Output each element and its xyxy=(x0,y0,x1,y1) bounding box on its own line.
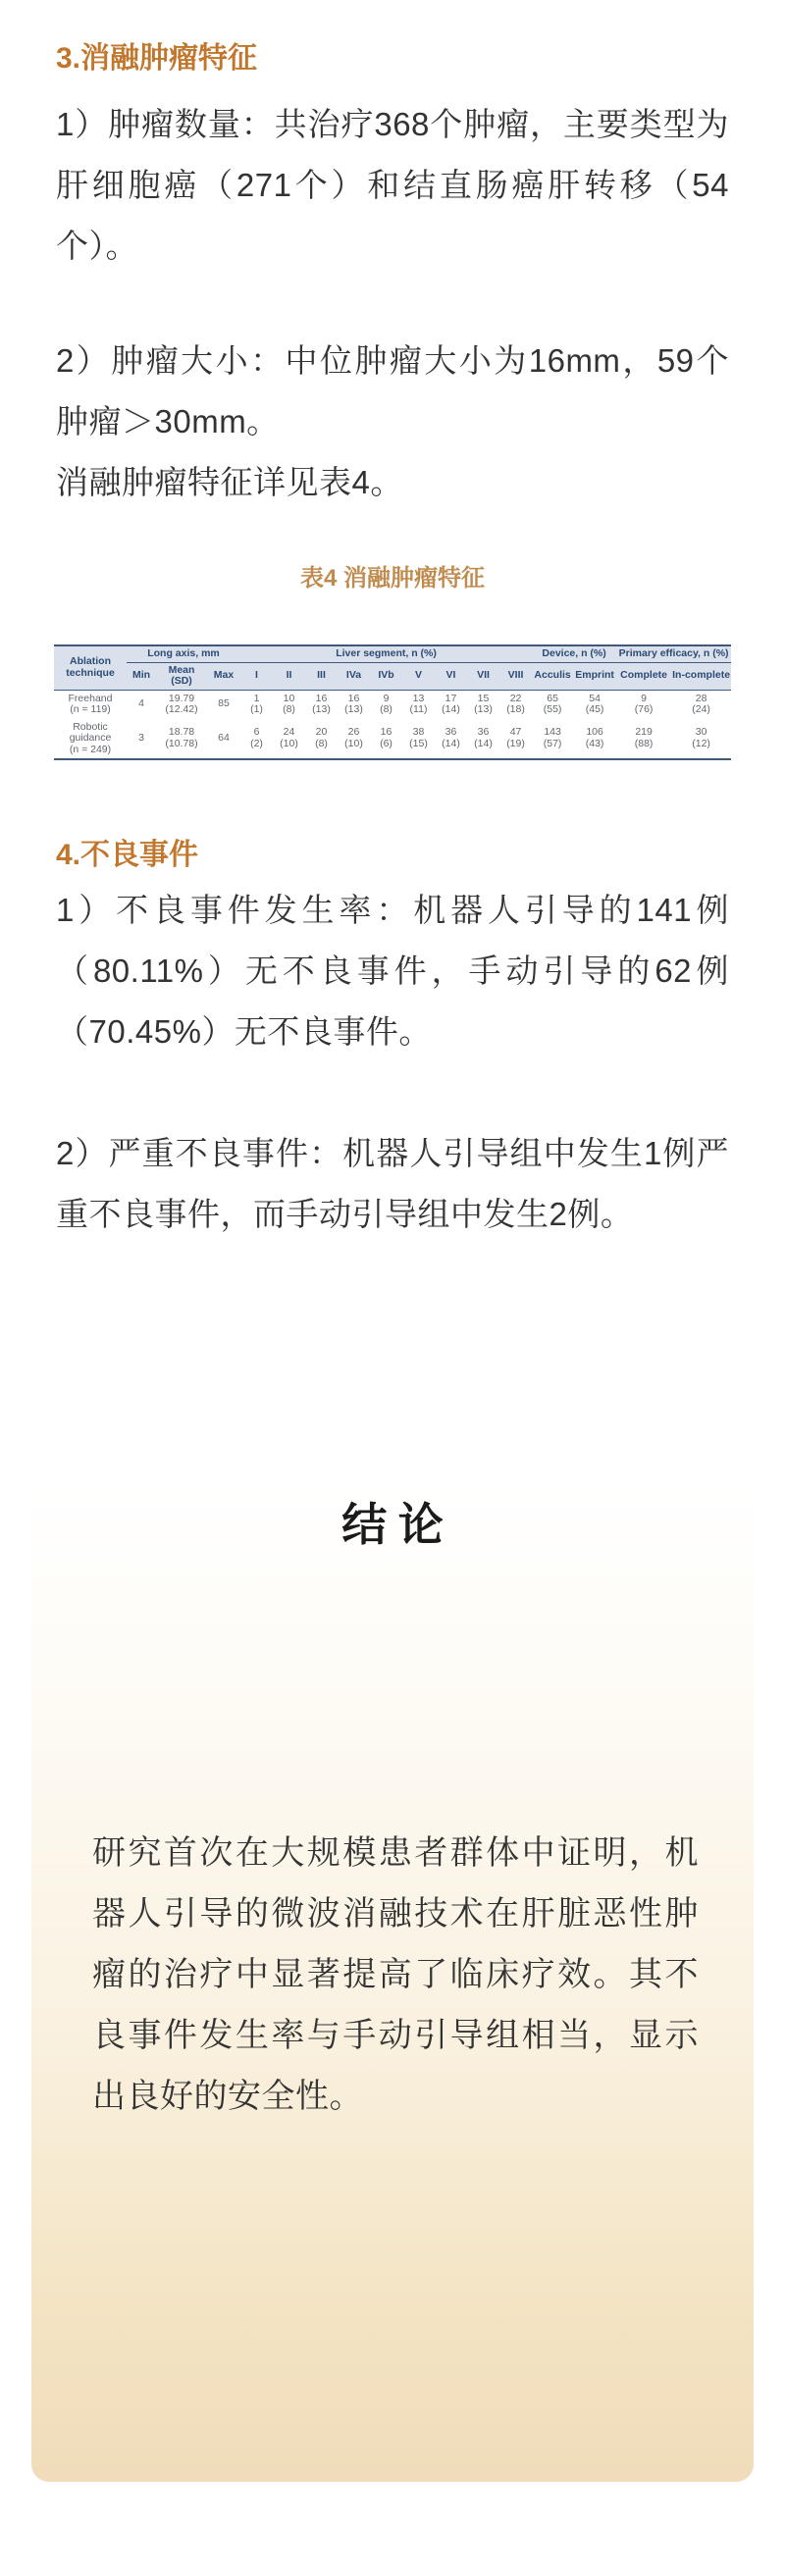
table-cell xyxy=(402,719,435,760)
cell-value: 18.78 xyxy=(168,726,195,739)
table-sub-header-row xyxy=(54,662,731,690)
conclusion-paragraph: 研究首次在大规模患者群体中证明，机器人引导的微波消融技术在肝脏恶性肿瘤的治疗中显著提高了临床疗效。其不良事件发生率与手动引导组相当，显示出良好的安全性。 xyxy=(92,1834,699,2115)
table-cell xyxy=(273,690,305,719)
table-cell xyxy=(467,719,499,760)
cell-value: 36 xyxy=(477,726,490,739)
paragraph-adverse-event-rate: 1）不良事件发生率：机器人引导的141例（80.11%）无不良事件，手动引导的62例（70.45%）无不良事件。 xyxy=(56,892,729,1050)
cell-pct: (13) xyxy=(344,703,363,715)
cell-pct: (55) xyxy=(543,703,562,715)
cell-pct: (14) xyxy=(442,737,460,749)
table-cell xyxy=(207,719,240,760)
table-cell xyxy=(499,690,532,719)
cell-pct: (11) xyxy=(409,703,428,715)
cell-pct: (14) xyxy=(442,703,460,715)
table-cell xyxy=(338,719,370,760)
cell-value: 85 xyxy=(218,697,230,710)
paragraph-tumor-size: 2）肿瘤大小：中位肿瘤大小为16mm，59个肿瘤＞30mm。 xyxy=(56,342,729,439)
table-cell xyxy=(370,719,402,760)
table-cell xyxy=(616,690,671,719)
col-header-seg-III: III xyxy=(305,662,338,690)
col-header-seg-IVa: IVa xyxy=(338,662,370,690)
cell-value: 219 xyxy=(635,726,653,739)
col-group-long-axis: Long axis, mm xyxy=(127,645,240,662)
cell-value: 54 xyxy=(589,692,601,704)
table-group-header-row xyxy=(54,645,731,662)
table-cell xyxy=(671,719,731,760)
col-header-acculis: Acculis xyxy=(532,662,573,690)
cell-pct: (45) xyxy=(585,703,604,715)
row-label-n: (n = 119) xyxy=(70,703,111,715)
cell-value: 16 xyxy=(380,726,392,739)
cell-value: 28 xyxy=(695,692,707,704)
cell-pct: (1) xyxy=(250,703,263,715)
cell-pct: (24) xyxy=(692,703,710,715)
table-cell xyxy=(240,719,273,760)
cell-value: 16 xyxy=(315,692,328,704)
cell-value: 64 xyxy=(218,732,230,744)
cell-pct: (18) xyxy=(506,703,525,715)
table-row-freehand xyxy=(54,690,731,719)
cell-value: 106 xyxy=(586,726,603,739)
col-group-liver-segment: Liver segment, n (%) xyxy=(240,645,532,662)
cell-pct: (15) xyxy=(409,737,428,749)
conclusion-panel xyxy=(31,1483,754,2482)
cell-pct: (88) xyxy=(634,737,654,749)
cell-pct: (12) xyxy=(692,737,710,749)
row-label-text: Robotic guidance xyxy=(69,720,112,744)
article-content xyxy=(0,44,785,1245)
table-cell xyxy=(370,690,402,719)
row-label-freehand xyxy=(54,690,127,719)
cell-pct: (13) xyxy=(312,703,331,715)
table4-ablated-tumor-characteristics xyxy=(54,644,731,760)
cell-value: 38 xyxy=(412,726,425,739)
table-cell xyxy=(127,690,156,719)
cell-value: 47 xyxy=(509,726,522,739)
paragraph-serious-adverse-events: 2）严重不良事件：机器人引导组中发生1例严重不良事件，而手动引导组中发生2例。 xyxy=(56,1135,729,1232)
cell-pct: (10) xyxy=(344,737,363,749)
cell-pct: (57) xyxy=(543,737,562,749)
cell-value: 3 xyxy=(138,732,144,744)
cell-pct: (19) xyxy=(506,737,525,749)
cell-pct: (8) xyxy=(380,703,392,715)
col-header-complete: Complete xyxy=(616,662,671,690)
cell-value: 30 xyxy=(695,726,707,739)
cell-pct: (10.78) xyxy=(165,737,198,749)
table-cell xyxy=(532,719,573,760)
table-cell xyxy=(573,690,616,719)
row-label-robotic xyxy=(54,719,127,760)
table-cell xyxy=(616,719,671,760)
col-header-mean-sd: Mean (SD) xyxy=(156,662,207,690)
table-cell xyxy=(156,719,207,760)
table-cell xyxy=(305,719,338,760)
cell-pct: (8) xyxy=(283,703,295,715)
section-heading-adverse-events: 4.不良事件 xyxy=(56,839,199,871)
col-header-seg-VI: VI xyxy=(435,662,467,690)
cell-value: 10 xyxy=(283,692,295,704)
cell-pct: (14) xyxy=(474,737,493,749)
row-label-n: (n = 249) xyxy=(69,743,112,755)
row-label-text: Freehand xyxy=(68,692,113,704)
table-cell xyxy=(499,719,532,760)
cell-value: 1 xyxy=(253,692,260,704)
col-header-seg-I: I xyxy=(240,662,273,690)
table-cell xyxy=(127,719,156,760)
table-cell xyxy=(402,690,435,719)
cell-pct: (12.42) xyxy=(165,703,198,715)
table-row-robotic-guidance xyxy=(54,719,731,760)
cell-value: 20 xyxy=(315,726,328,739)
col-header-emprint: Emprint xyxy=(573,662,616,690)
col-header-incomplete: In-complete xyxy=(671,662,731,690)
cell-pct: (13) xyxy=(474,703,493,715)
table-cell xyxy=(240,690,273,719)
cell-value: 143 xyxy=(544,726,561,739)
section-heading-ablated-tumor-characteristics: 3.消融肿瘤特征 xyxy=(56,42,258,75)
col-group-primary-efficacy: Primary efficacy, n (%) xyxy=(616,645,731,662)
table-cell xyxy=(156,690,207,719)
cell-value: 24 xyxy=(283,726,295,739)
col-header-max: Max xyxy=(207,662,240,690)
cell-value: 17 xyxy=(445,692,457,704)
col-header-seg-IVb: IVb xyxy=(370,662,402,690)
cell-value: 26 xyxy=(347,726,360,739)
cell-pct: (2) xyxy=(250,737,263,749)
table4-caption: 表4 消融肿瘤特征 xyxy=(299,565,485,592)
conclusion-title: 结 论 xyxy=(341,1500,444,1550)
col-header-min: Min xyxy=(127,662,156,690)
table-cell xyxy=(532,690,573,719)
col-header-seg-VIII: VIII xyxy=(499,662,532,690)
table-cell xyxy=(435,719,467,760)
cell-value: 9 xyxy=(641,692,648,704)
table-cell xyxy=(305,690,338,719)
col-group-device: Device, n (%) xyxy=(532,645,616,662)
table-cell xyxy=(671,690,731,719)
cell-value: 65 xyxy=(547,692,558,704)
table-cell xyxy=(207,690,240,719)
table-cell xyxy=(467,690,499,719)
col-header-ablation-technique: Ablation technique xyxy=(54,645,127,690)
cell-pct: (76) xyxy=(634,703,654,715)
cell-value: 16 xyxy=(347,692,360,704)
cell-value: 22 xyxy=(509,692,522,704)
paragraph-tumor-count: 1）肿瘤数量：共治疗368个肿瘤，主要类型为肝细胞癌（271个）和结直肠癌肝转移（54个）。 xyxy=(56,106,729,264)
cell-pct: (43) xyxy=(585,737,604,749)
cell-value: 19.79 xyxy=(168,692,195,704)
col-header-seg-V: V xyxy=(402,662,435,690)
table-cell xyxy=(435,690,467,719)
cell-value: 9 xyxy=(383,692,390,704)
table4-wrapper xyxy=(56,644,729,760)
cell-value: 6 xyxy=(253,726,260,739)
cell-value: 36 xyxy=(445,726,457,739)
table-cell xyxy=(273,719,305,760)
cell-value: 13 xyxy=(412,692,425,704)
cell-value: 4 xyxy=(138,697,144,710)
cell-pct: (10) xyxy=(280,737,298,749)
col-header-seg-II: II xyxy=(273,662,305,690)
cell-pct: (6) xyxy=(380,737,392,749)
table-cell xyxy=(338,690,370,719)
table-cell xyxy=(573,719,616,760)
paragraph-see-table4: 消融肿瘤特征详见表4。 xyxy=(56,464,403,500)
col-header-seg-VII: VII xyxy=(467,662,499,690)
cell-value: 15 xyxy=(477,692,490,704)
cell-pct: (8) xyxy=(315,737,328,749)
